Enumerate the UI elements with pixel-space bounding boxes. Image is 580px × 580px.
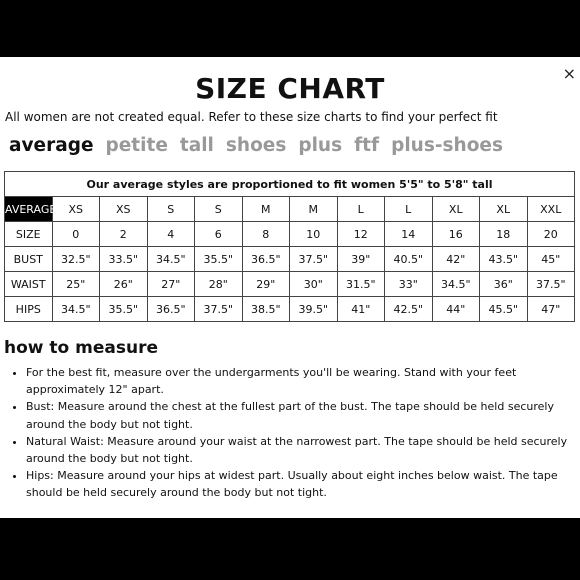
table-cell: XL xyxy=(432,197,480,222)
table-row xyxy=(5,247,575,272)
table-cell: 40.5" xyxy=(385,247,433,272)
table-cell: S xyxy=(147,197,195,222)
table-cell: 36.5" xyxy=(242,247,290,272)
table-cell: M xyxy=(290,197,338,222)
table-cell: XL xyxy=(480,197,528,222)
row-label: WAIST xyxy=(5,272,53,297)
table-cell: 27" xyxy=(147,272,195,297)
row-label: SIZE xyxy=(5,222,53,247)
table-cell: 35.5" xyxy=(195,247,243,272)
table-cell: 42" xyxy=(432,247,480,272)
table-cell: 28" xyxy=(195,272,243,297)
table-cell: 14 xyxy=(385,222,433,247)
row-label: AVERAGE xyxy=(5,197,53,222)
table-cell: L xyxy=(385,197,433,222)
tab-petite[interactable]: petite xyxy=(105,135,168,156)
table-cell: 42.5" xyxy=(385,297,433,322)
table-cell: 2 xyxy=(100,222,148,247)
table-cell: 29" xyxy=(242,272,290,297)
table-cell: 20 xyxy=(527,222,575,247)
size-table-wrapper xyxy=(4,171,575,322)
table-cell: 33" xyxy=(385,272,433,297)
list-item: • For the best fit, measure over the undergarments you'll be wearing. Stand with your feet approximately 12" apart. xyxy=(26,364,574,398)
tab-tall[interactable]: tall xyxy=(179,135,214,156)
table-cell: 44" xyxy=(432,297,480,322)
table-cell: 45.5" xyxy=(480,297,528,322)
table-cell: 39" xyxy=(337,247,385,272)
list-item: • Natural Waist: Measure around your waist at the narrowest part. The tape should be held securely around the body but not tight. xyxy=(26,433,574,467)
table-cell: XS xyxy=(100,197,148,222)
table-cell: 33.5" xyxy=(100,247,148,272)
table-cell: 37.5" xyxy=(195,297,243,322)
table-cell: 43.5" xyxy=(480,247,528,272)
how-to-measure-heading: how to measure xyxy=(4,338,158,358)
close-icon[interactable]: × xyxy=(562,64,576,83)
table-row xyxy=(5,272,575,297)
table-cell: 12 xyxy=(337,222,385,247)
table-cell: 4 xyxy=(147,222,195,247)
table-cell: L xyxy=(337,197,385,222)
table-row xyxy=(5,297,575,322)
tab-plus-shoes[interactable]: plus-shoes xyxy=(391,135,503,156)
table-cell: S xyxy=(195,197,243,222)
table-cell: 0 xyxy=(52,222,100,247)
tab-ftf[interactable]: ftf xyxy=(354,135,380,156)
table-cell: 47" xyxy=(527,297,575,322)
row-label: HIPS xyxy=(5,297,53,322)
table-row xyxy=(5,197,575,222)
table-cell: 16 xyxy=(432,222,480,247)
table-cell: 8 xyxy=(242,222,290,247)
row-label: BUST xyxy=(5,247,53,272)
table-cell: 38.5" xyxy=(242,297,290,322)
tab-shoes[interactable]: shoes xyxy=(225,135,287,156)
table-cell: 18 xyxy=(480,222,528,247)
table-cell: 6 xyxy=(195,222,243,247)
table-caption: Our average styles are proportioned to fit women 5'5" to 5'8" tall xyxy=(5,172,575,197)
table-cell: 35.5" xyxy=(100,297,148,322)
table-caption-row xyxy=(5,172,575,197)
table-cell: 34.5" xyxy=(432,272,480,297)
table-cell: 10 xyxy=(290,222,338,247)
page-title: SIZE CHART xyxy=(195,72,385,105)
table-cell: 31.5" xyxy=(337,272,385,297)
table-cell: 36.5" xyxy=(147,297,195,322)
table-cell: XS xyxy=(52,197,100,222)
table-cell: 36" xyxy=(480,272,528,297)
table-cell: 39.5" xyxy=(290,297,338,322)
table-cell: 25" xyxy=(52,272,100,297)
table-cell: 32.5" xyxy=(52,247,100,272)
measure-instructions xyxy=(0,364,574,502)
tab-plus[interactable]: plus xyxy=(298,135,343,156)
tab-average[interactable]: average xyxy=(9,135,94,156)
table-cell: 26" xyxy=(100,272,148,297)
table-cell: 41" xyxy=(337,297,385,322)
table-cell: 34.5" xyxy=(147,247,195,272)
table-cell: M xyxy=(242,197,290,222)
table-cell: 30" xyxy=(290,272,338,297)
table-row xyxy=(5,222,575,247)
table-cell: 37.5" xyxy=(527,272,575,297)
table-cell: 37.5" xyxy=(290,247,338,272)
table-cell: 45" xyxy=(527,247,575,272)
size-table xyxy=(4,171,575,322)
table-cell: 34.5" xyxy=(52,297,100,322)
size-tabs xyxy=(9,135,503,156)
table-cell: XXL xyxy=(527,197,575,222)
list-item: • Bust: Measure around the chest at the fullest part of the bust. The tape should be held securely around the body but not tight. xyxy=(26,398,574,432)
subtitle: All women are not created equal. Refer to these size charts to find your perfect fit xyxy=(5,110,498,124)
list-item: • Hips: Measure around your hips at widest part. Usually about eight inches below waist. The tape should be held securely around the body but not tight. xyxy=(26,467,574,501)
